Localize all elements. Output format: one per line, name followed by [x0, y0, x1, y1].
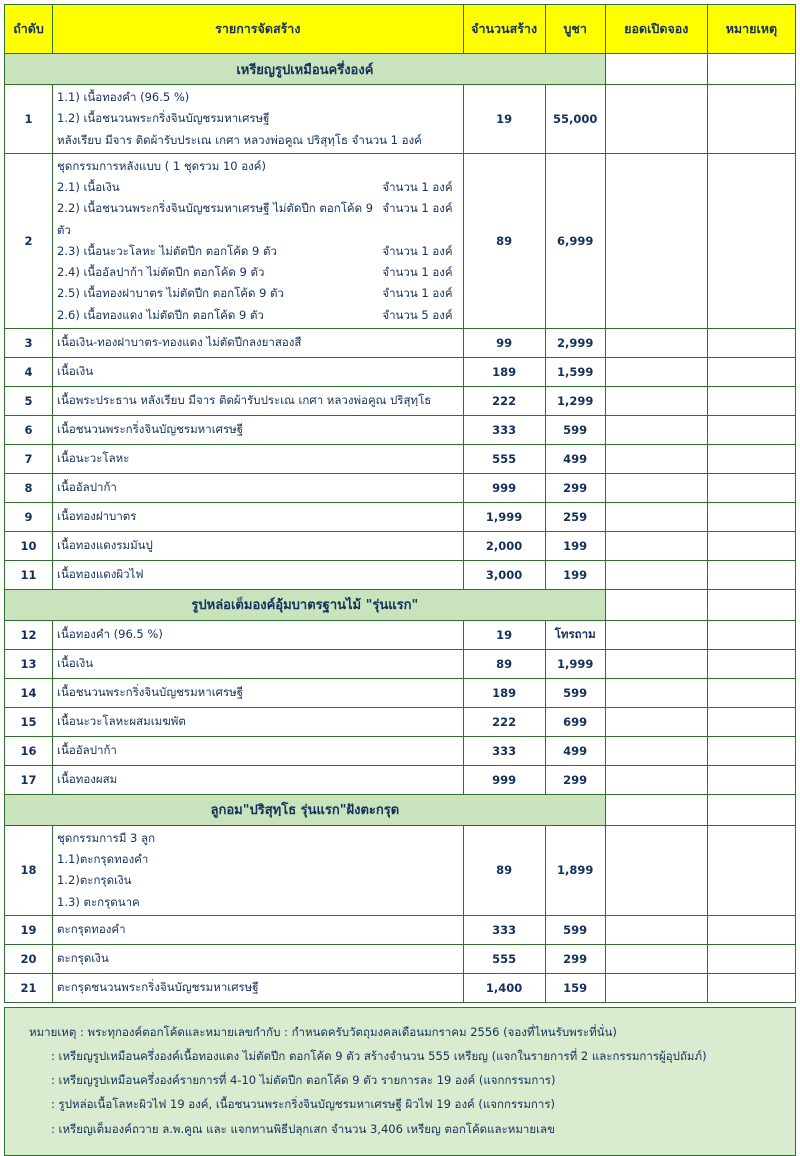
table-row	[5, 825, 796, 915]
row-no: 2	[5, 153, 53, 328]
row-price: 2,999	[545, 328, 605, 357]
table-header	[5, 5, 796, 54]
footer-notes	[4, 1007, 796, 1156]
row-note	[707, 502, 795, 531]
row-no: 4	[5, 357, 53, 386]
desc-text: 2.2) เนื้อชนวนพระกริ่งจินบัญชรมหาเศรษฐี ไม่ตัดปีก ตอกโค้ด 9 ตัว	[57, 201, 374, 237]
row-price: โทรถาม	[545, 620, 605, 649]
row-description	[53, 825, 464, 915]
table-row	[5, 736, 796, 765]
row-quantity: 189	[463, 678, 545, 707]
row-no: 5	[5, 386, 53, 415]
desc-text: 2.6) เนื้อทองแดง ไม่ตัดปีก ตอกโค้ด 9 ตัว	[57, 307, 264, 322]
row-price: 1,299	[545, 386, 605, 415]
row-quantity: 333	[463, 915, 545, 944]
footer-note-line: : เหรียญเต็มองค์ถวาย ล.พ.คูณ และ แจกทานพิธีปลุกเสก จำนวน 3,406 เหรียญ ตอกโค้ดและหมายเลข	[51, 1121, 555, 1136]
row-description: เนื้อเงิน-ทองฝาบาตร-ทองแดง ไม่ตัดปีกลงยาสองสี	[53, 328, 464, 357]
row-reserved	[605, 649, 707, 678]
table-row	[5, 415, 796, 444]
table-row	[5, 153, 796, 328]
row-reserved	[605, 85, 707, 154]
table-row	[5, 944, 796, 973]
header-row	[5, 5, 796, 54]
section-reserved-cell	[605, 589, 707, 620]
row-note	[707, 531, 795, 560]
desc-text: 2.4) เนื้ออัลปาก้า ไม่ตัดปีก ตอกโค้ด 9 ตัว	[57, 265, 265, 280]
desc-line: 1.1)ตะกรุดทองคำ	[57, 852, 149, 867]
table-row	[5, 620, 796, 649]
row-price: 299	[545, 473, 605, 502]
table-row	[5, 85, 796, 154]
row-description: ตะกรุดชนวนพระกริ่งจินบัญชรมหาเศรษฐี	[53, 973, 464, 1002]
row-price: 55,000	[545, 85, 605, 154]
desc-line: หลังเรียบ มีจาร ติดผ้ารับประเณ เกศา หลวงพ่อคูณ ปริสุทฺโธ จำนวน 1 องค์	[57, 132, 422, 147]
column-header-reserved: ยอดเปิดจอง	[605, 5, 707, 54]
row-no: 3	[5, 328, 53, 357]
row-quantity: 89	[463, 153, 545, 328]
row-quantity: 19	[463, 85, 545, 154]
row-reserved	[605, 386, 707, 415]
row-no: 16	[5, 736, 53, 765]
desc-amount: จำนวน 1 องค์	[382, 180, 453, 195]
row-quantity: 222	[463, 707, 545, 736]
desc-amount: จำนวน 1 องค์	[382, 201, 453, 216]
row-note	[707, 415, 795, 444]
row-price: 6,999	[545, 153, 605, 328]
table-row	[5, 707, 796, 736]
desc-amount: จำนวน 1 องค์	[382, 286, 453, 301]
row-description	[53, 85, 464, 154]
row-note	[707, 649, 795, 678]
row-note	[707, 386, 795, 415]
section-row	[5, 589, 796, 620]
row-reserved	[605, 357, 707, 386]
section-note-cell	[707, 54, 795, 85]
row-note	[707, 560, 795, 589]
row-note	[707, 707, 795, 736]
row-reserved	[605, 473, 707, 502]
row-note	[707, 473, 795, 502]
row-quantity: 555	[463, 944, 545, 973]
section-row	[5, 794, 796, 825]
column-header-description: รายการจัดสร้าง	[53, 5, 464, 54]
row-price: 199	[545, 560, 605, 589]
desc-amount: จำนวน 5 องค์	[382, 307, 453, 322]
table-row	[5, 649, 796, 678]
row-note	[707, 736, 795, 765]
row-price: 1,899	[545, 825, 605, 915]
desc-line	[57, 283, 459, 304]
row-price: 599	[545, 678, 605, 707]
row-reserved	[605, 328, 707, 357]
row-description: เนื้อทองคำ (96.5 %)	[53, 620, 464, 649]
footer-note-line: : เหรียญรูปเหมือนครึ่งองค์รายการที่ 4-10 ไม่ตัดปีก ตอกโค้ด 9 ตัว รายการละ 19 องค์ (แจกกรรมการ)	[51, 1073, 556, 1088]
row-quantity: 1,400	[463, 973, 545, 1002]
row-description: เนื้อทองแดงรมมันปู	[53, 531, 464, 560]
row-description	[53, 153, 464, 328]
row-no: 13	[5, 649, 53, 678]
row-quantity: 333	[463, 415, 545, 444]
row-reserved	[605, 560, 707, 589]
row-no: 20	[5, 944, 53, 973]
row-no: 9	[5, 502, 53, 531]
table-row	[5, 328, 796, 357]
desc-line	[57, 262, 459, 283]
table-body	[5, 54, 796, 1003]
row-no: 14	[5, 678, 53, 707]
row-reserved	[605, 944, 707, 973]
row-description: ตะกรุดเงิน	[53, 944, 464, 973]
desc-line: 1.1) เนื้อทองคำ (96.5 %)	[57, 90, 190, 104]
row-quantity: 89	[463, 825, 545, 915]
row-quantity: 189	[463, 357, 545, 386]
row-quantity: 222	[463, 386, 545, 415]
row-note	[707, 328, 795, 357]
row-description: เนื้อชนวนพระกริ่งจินบัญชรมหาเศรษฐี	[53, 678, 464, 707]
row-no: 15	[5, 707, 53, 736]
row-description: เนื้ออัลปาก้า	[53, 736, 464, 765]
table-row	[5, 973, 796, 1002]
table-row	[5, 386, 796, 415]
row-quantity: 999	[463, 765, 545, 794]
row-reserved	[605, 620, 707, 649]
row-description: เนื้อชนวนพระกริ่งจินบัญชรมหาเศรษฐี	[53, 415, 464, 444]
row-description: เนื้อพระประธาน หลังเรียบ มีจาร ติดผ้ารับประเณ เกศา หลวงพ่อคูณ ปริสุทฺโธ	[53, 386, 464, 415]
row-price: 599	[545, 415, 605, 444]
desc-line: ชุดกรรมการหลังแบบ ( 1 ชุดรวม 10 องค์)	[57, 158, 266, 173]
row-description: เนื้อเงิน	[53, 357, 464, 386]
column-header-price: บูชา	[545, 5, 605, 54]
row-quantity: 999	[463, 473, 545, 502]
row-reserved	[605, 825, 707, 915]
row-reserved	[605, 415, 707, 444]
section-title-2: รูปหล่อเต็มองค์อุ้มบาตรฐานไม้ "รุ่นแรก"	[5, 589, 606, 620]
desc-amount: จำนวน 1 องค์	[382, 265, 453, 280]
row-reserved	[605, 678, 707, 707]
column-header-no: ถำดับ	[5, 5, 53, 54]
table-row	[5, 560, 796, 589]
row-no: 1	[5, 85, 53, 154]
row-note	[707, 825, 795, 915]
amulet-price-table	[4, 4, 796, 1003]
row-reserved	[605, 736, 707, 765]
column-header-note: หมายเหตุ	[707, 5, 795, 54]
row-quantity: 3,000	[463, 560, 545, 589]
row-description: เนื้อนะวะโลหะ	[53, 444, 464, 473]
row-price: 299	[545, 765, 605, 794]
row-reserved	[605, 915, 707, 944]
table-row	[5, 678, 796, 707]
section-reserved-cell	[605, 54, 707, 85]
row-quantity: 2,000	[463, 531, 545, 560]
row-description: เนื้อทองแดงผิวไฟ	[53, 560, 464, 589]
row-quantity: 89	[463, 649, 545, 678]
row-note	[707, 678, 795, 707]
desc-line: 1.2) เนื้อชนวนพระกริ่งจินบัญชรมหาเศรษฐี	[57, 111, 270, 126]
row-description: ตะกรุดทองคำ	[53, 915, 464, 944]
table-row	[5, 473, 796, 502]
row-no: 7	[5, 444, 53, 473]
column-header-quantity: จำนวนสร้าง	[463, 5, 545, 54]
row-no: 21	[5, 973, 53, 1002]
row-reserved	[605, 153, 707, 328]
desc-amount: จำนวน 1 องค์	[382, 243, 453, 258]
row-price: 1,999	[545, 649, 605, 678]
row-price: 499	[545, 444, 605, 473]
row-quantity: 555	[463, 444, 545, 473]
desc-text: 2.5) เนื้อทองฝาบาตร ไม่ตัดปีก ตอกโค้ด 9 ตัว	[57, 286, 284, 301]
desc-line: 1.3) ตะกรุดนาค	[57, 894, 140, 909]
row-description: เนื้อทองผสม	[53, 765, 464, 794]
row-price: 159	[545, 973, 605, 1002]
desc-text: 2.1) เนื้อเงิน	[57, 180, 120, 195]
table-row	[5, 444, 796, 473]
row-price: 499	[545, 736, 605, 765]
row-price: 599	[545, 915, 605, 944]
row-note	[707, 944, 795, 973]
row-note	[707, 357, 795, 386]
row-note	[707, 620, 795, 649]
row-no: 18	[5, 825, 53, 915]
row-no: 11	[5, 560, 53, 589]
row-reserved	[605, 444, 707, 473]
table-row	[5, 915, 796, 944]
row-no: 12	[5, 620, 53, 649]
row-description: เนื้อเงิน	[53, 649, 464, 678]
row-description: เนื้อทองฝาบาตร	[53, 502, 464, 531]
desc-line	[57, 241, 459, 262]
row-no: 6	[5, 415, 53, 444]
row-reserved	[605, 973, 707, 1002]
row-no: 10	[5, 531, 53, 560]
table-row	[5, 531, 796, 560]
footer-note-line: หมายเหตุ : พระทุกองค์ตอกโค้ดและหมายเลขกำกับ : กำหนดครับวัตถุมงคลเดือนมกราคม 2556 (จองที่ไหนรับพระที่นั่น)	[29, 1024, 617, 1039]
section-title-1: เหรียญรูปเหมือนครึ่งองค์	[5, 54, 606, 85]
table-row	[5, 357, 796, 386]
row-no: 17	[5, 765, 53, 794]
desc-line: ชุดกรรมการมี 3 ลูก	[57, 830, 156, 845]
row-reserved	[605, 765, 707, 794]
row-note	[707, 444, 795, 473]
row-reserved	[605, 531, 707, 560]
desc-line	[57, 305, 459, 326]
footer-note-line: : เหรียญรูปเหมือนครึ่งองค์เนื้อทองแดง ไม่ตัดปีก ตอกโค้ด 9 ตัว สร้างจำนวน 555 เหรียญ (แจกในรายการที่ 2 และกรรมการผู้อุปถัมภ์)	[51, 1049, 707, 1064]
row-price: 199	[545, 531, 605, 560]
section-row	[5, 54, 796, 85]
row-reserved	[605, 502, 707, 531]
row-description: เนื้ออัลปาก้า	[53, 473, 464, 502]
section-note-cell	[707, 794, 795, 825]
row-quantity: 333	[463, 736, 545, 765]
row-price: 1,599	[545, 357, 605, 386]
row-description: เนื้อนะวะโลหะผสมเมฆพัต	[53, 707, 464, 736]
section-title-3: ลูกอม"ปริสุทฺโธ รุ่นแรก"ฝังตะกรุด	[5, 794, 606, 825]
table-row	[5, 502, 796, 531]
table-row	[5, 765, 796, 794]
footer-note-line: : รูปหล่อเนื้อโลหะผิวไฟ 19 องค์, เนื้อชนวนพระกริ่งจินบัญชรมหาเศรษฐี ผิวไฟ 19 องค์ (แจกกรรมการ)	[51, 1097, 555, 1112]
row-note	[707, 915, 795, 944]
row-no: 8	[5, 473, 53, 502]
row-price: 259	[545, 502, 605, 531]
row-no: 19	[5, 915, 53, 944]
section-note-cell	[707, 589, 795, 620]
row-quantity: 1,999	[463, 502, 545, 531]
row-reserved	[605, 707, 707, 736]
desc-line: 1.2)ตะกรุดเงิน	[57, 873, 132, 888]
row-quantity: 99	[463, 328, 545, 357]
desc-text: 2.3) เนื้อนะวะโลหะ ไม่ตัดปีก ตอกโค้ด 9 ตัว	[57, 243, 277, 258]
section-reserved-cell	[605, 794, 707, 825]
row-price: 699	[545, 707, 605, 736]
row-note	[707, 153, 795, 328]
desc-line	[57, 198, 459, 241]
row-note	[707, 765, 795, 794]
row-note	[707, 85, 795, 154]
row-price: 299	[545, 944, 605, 973]
row-note	[707, 973, 795, 1002]
row-quantity: 19	[463, 620, 545, 649]
desc-line	[57, 177, 459, 198]
